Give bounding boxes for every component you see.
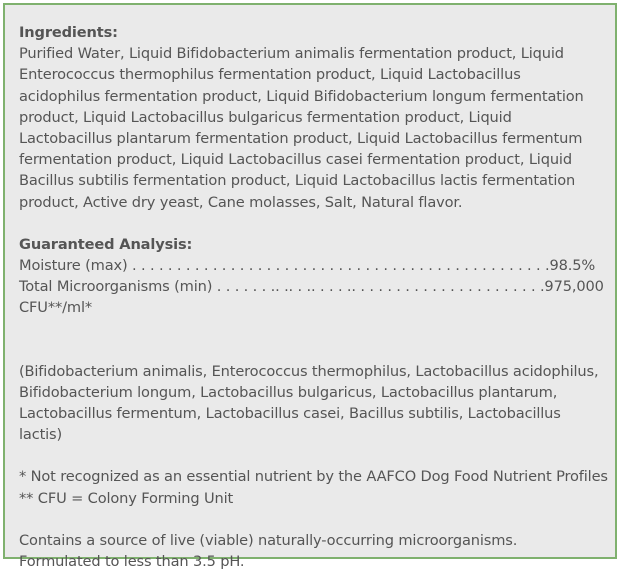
guaranteed-analysis-heading: Guaranteed Analysis: bbox=[19, 235, 193, 253]
moisture-row: Moisture (max) . . . . . . . . . . . . . . . . . . . . . . . . . . . . . . . . . . . . . . . . . . . . . . .98.5% bbox=[19, 257, 596, 275]
live-cultures-note: Contains a source of live (viable) naturally-occurring microorganisms. bbox=[19, 531, 518, 549]
footnote-cfu: ** CFU = Colony Forming Unit bbox=[19, 489, 234, 507]
ingredients-heading: Ingredients: bbox=[19, 24, 118, 41]
ingredients-panel bbox=[3, 3, 617, 571]
cfu-unit: CFU**/ml* bbox=[19, 299, 92, 317]
spacer bbox=[19, 445, 601, 466]
microorganisms-row: Total Microorganisms (min) . . . . . . .. .. . .. . . . .. . . . . . . . . . . . . . . . . . . . . .975,000 bbox=[19, 278, 604, 296]
ingredients-text: Purified Water, Liquid Bifidobacterium animalis fermentation product, Liquid Enterococcus thermophilus fermentation product, Liquid Lactobacillus acidophilus fermentation product, Liquid Bifidobacterium longum fermentation product, Liquid Lactobacillus bulgaricus fermentation product, Liquid Lactobacillus plantarum fermentation product, Liquid Lactobacillus fermentum fermentation product, Liquid Lactobacillus casei fermentation product, Liquid Bacillus subtilis fermentation product, Liquid Lactobacillus lactis fermentation product, Active dry yeast, Cane molasses, Salt, Natural flavor. bbox=[19, 45, 584, 211]
spacer bbox=[19, 319, 601, 361]
spacer bbox=[19, 509, 601, 530]
spacer bbox=[19, 213, 601, 234]
ph-note: Formulated to less than 3.5 pH. bbox=[19, 553, 245, 571]
footnote-aafco: * Not recognized as an essential nutrient by the AAFCO Dog Food Nutrient Profiles bbox=[19, 468, 608, 486]
species-list: (Bifidobacterium animalis, Enterococcus thermophilus, Lactobacillus acidophilus, Bifidobacterium longum, Lactobacillus bulgaricus, Lactobacillus plantarum, Lactobacillus fermentum, Lactobacillus casei, Bacillus subtilis, Lactobacillus lactis) bbox=[19, 362, 599, 444]
